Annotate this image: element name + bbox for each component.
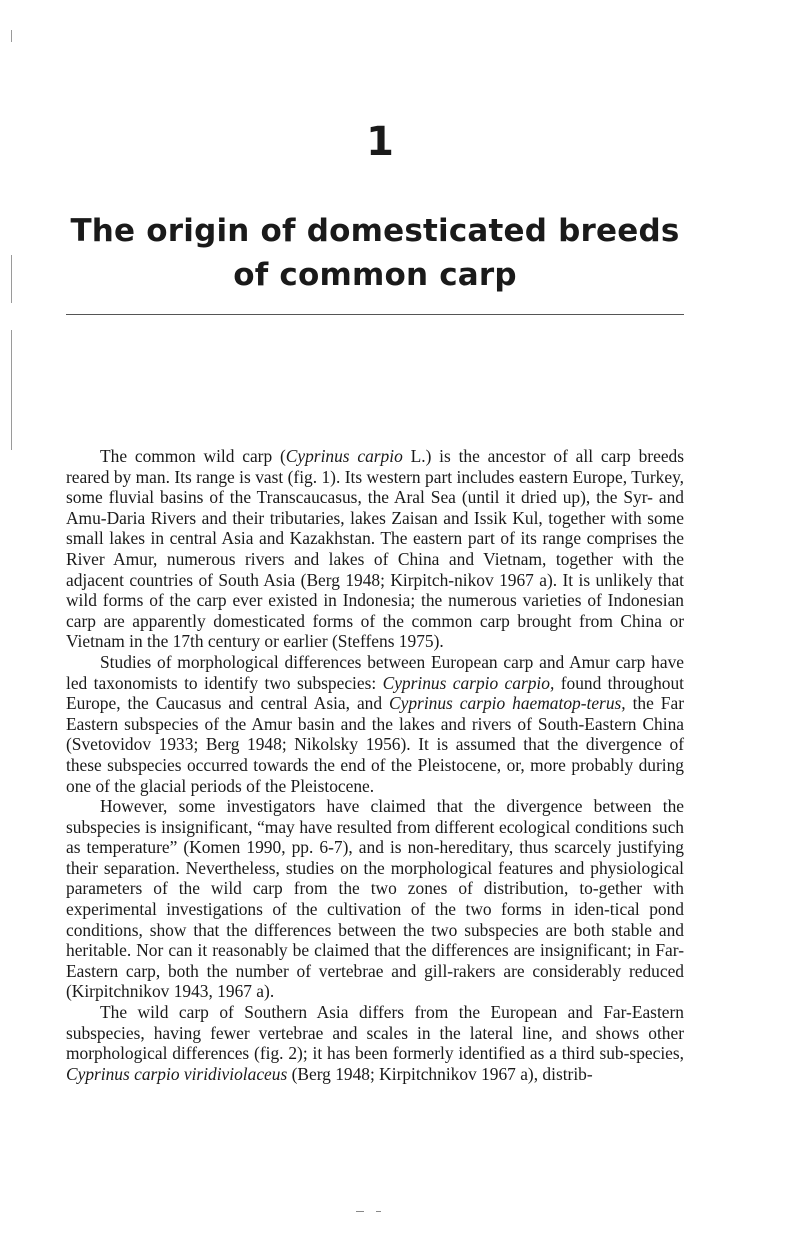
chapter-body [66,446,684,1084]
scan-margin-mark [11,30,12,42]
paragraph-2 [66,652,684,796]
paragraph-4-text-a: The wild carp of Southern Asia differs from the European and Far-Eastern subspecies, having fewer vertebrae and scales in the lateral line, and shows other morphological differences (fig. 2); it has been formerly identified as a third sub-species, [66,1002,684,1064]
title-rule [66,314,684,315]
scan-margin-mark [11,255,12,303]
scan-speck [376,1211,381,1212]
paragraph-4 [66,1002,684,1084]
chapter-title-line-2: of common carp [233,257,517,293]
species-name: Cyprinus carpio [285,446,403,466]
paragraph-1 [66,446,684,652]
paragraph-3-text: However, some investigators have claimed that the divergence between the subspecies is insignificant, “may have resulted from different ecological conditions such as temperature” (Komen 1990, pp. 6-7), and is non-hereditary, thus scarcely justifying their separation. Nevertheless, studies on the morphological features and physiological parameters of the wild carp from the two zones of distribution, to-gether with experimental investigations of the cultivation of the two forms in iden-tical pond conditions, show that the differences between the two subspecies are both stable and heritable. Nor can it reasonably be claimed that the differences are insignificant; in Far-Eastern carp, both the number of vertebrae and gill-rakers are considerably reduced (Kirpitchnikov 1943, 1967 a). [66,796,684,1002]
paragraph-2-text-c: the Far Eastern subspecies of the Amur basin and the lakes and rivers of South-Eastern China (Svetovidov 1933; Berg 1948; Nikolsky 1956). It is assumed that the divergence of these subspecies occurred towards the end of the Pleistocene, or, more probably during one of the glacial periods of the Pleistocene. [66,693,684,796]
species-name: Cyprinus carpio carpio, [382,672,555,693]
paragraph-1-text-a: The common wild carp ( [100,446,286,466]
paragraph-4-text-b: (Berg 1948; Kirpitchnikov 1967 a), distrib- [287,1063,593,1084]
paragraph-2-text-b: found throughout Europe, the Caucasus and central Asia, and [66,672,684,714]
scan-margin-mark [11,330,12,450]
paragraph-1-text-b: L.) is the ancestor of all carp breeds reared by man. Its range is vast (fig. 1). Its western part includes eastern Europe, Turkey, some fluvial basins of the Transcaucasus, the Aral Sea (until it dried up), the Syr- and Amu-Daria Rivers and their tributaries, lakes Zaisan and Issik Kul, together with some small lakes in central Asia and Kazakhstan. The eastern part of its range comprises the River Amur, numerous rivers and lakes of China and Vietnam, together with the adjacent countries of South Asia (Berg 1948; Kirpitch-nikov 1967 a). It is unlikely that wild forms of the carp ever existed in Indonesia; the numerous varieties of Indonesian carp are apparently domesticated forms of the common carp brought from China or Vietnam in the 17th century or earlier (Steffens 1975). [66,446,684,652]
chapter-title-line-1: The origin of domesticated breeds [70,213,680,249]
chapter-number: 1 [366,119,394,165]
paragraph-2-text-a: Studies of morphological differences between European carp and Amur carp have led taxonomists to identify two subspecies: [66,651,684,693]
scan-speck [356,1211,364,1212]
chapter-title [66,209,684,297]
species-name: Cyprinus carpio haematop-terus, [389,693,626,714]
paragraph-3 [66,796,684,1002]
species-name: Cyprinus carpio viridiviolaceus [66,1063,288,1084]
